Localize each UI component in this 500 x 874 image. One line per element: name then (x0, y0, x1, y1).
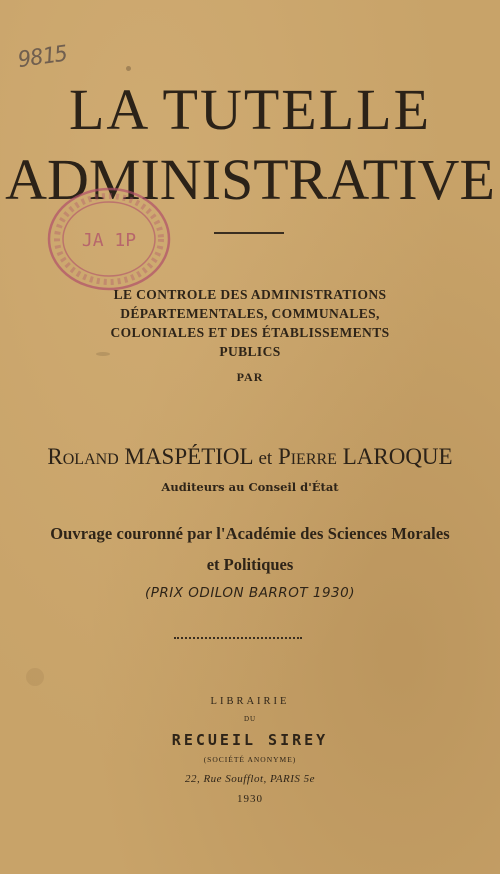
title-line-1: LA TUTELLE (68, 77, 432, 142)
author-1-first-name: Roland (47, 444, 119, 469)
title-line-2: ADMINISTRATIVE (5, 147, 495, 212)
publisher-address: 22, Rue Soufflot, PARIS 5e (184, 773, 316, 785)
subtitle-line-3: COLONIALES ET DES ÉTABLISSEMENTS (110, 325, 390, 340)
ornamental-divider (174, 637, 302, 639)
authors-line (0, 443, 500, 473)
author-conjunction: et (258, 448, 273, 469)
subtitle-line-2: DÉPARTEMENTALES, COMMUNALES, (120, 306, 380, 321)
paper-stain (26, 668, 44, 686)
subtitle-block (0, 285, 500, 361)
handwritten-catalog-number: 9815 (16, 41, 69, 74)
title-divider (214, 232, 284, 234)
library-stamp-icon (44, 184, 174, 294)
publisher-line-2: DU (243, 715, 257, 723)
subtitle-line-4: PUBLICS (219, 344, 281, 359)
ink-speck (126, 66, 131, 71)
ink-speck (96, 352, 110, 356)
authors-role: Auditeurs au Conseil d'État (161, 480, 339, 494)
by-label: PAR (236, 370, 264, 384)
stamp-text: JA 1P (81, 230, 137, 251)
award-line-1: Ouvrage couronné par l'Académie des Sciences Morales (50, 524, 450, 543)
author-2-first-name: Pierre (277, 444, 337, 469)
publication-year: 1930 (237, 793, 263, 805)
publisher-name: RECUEIL SIREY (171, 731, 329, 749)
award-line-2: et Politiques (206, 555, 294, 574)
author-2-last-name: LAROQUE (342, 444, 453, 469)
publisher-line-1: LIBRAIRIE (210, 696, 290, 707)
award-prize: (PRIX ODILON BARROT 1930) (145, 585, 355, 601)
publisher-company-type: (SOCIÉTÉ ANONYME) (203, 755, 297, 764)
author-1-last-name: MASPÉTIOL (124, 444, 253, 469)
subtitle-line-1: LE CONTROLE DES ADMINISTRATIONS (113, 287, 387, 302)
